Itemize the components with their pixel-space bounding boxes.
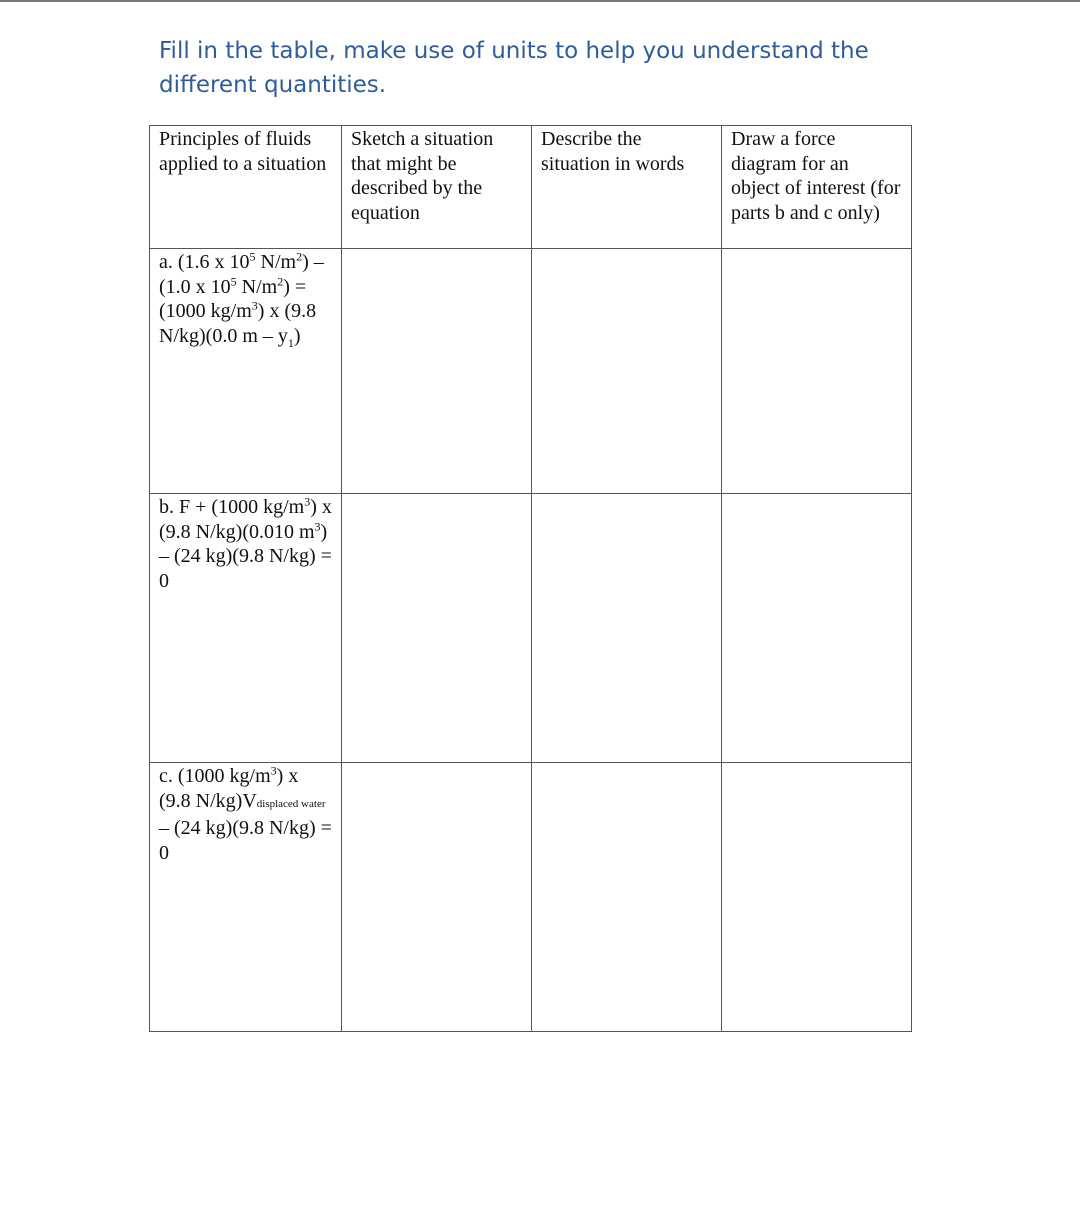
eq-a-text-7: ) [293, 324, 301, 347]
force-diagram-cell-c[interactable] [722, 763, 912, 1032]
eq-a-subscript: 1 [287, 335, 294, 350]
table-row-a [150, 249, 912, 494]
eq-b-exponent-1: 3 [304, 494, 311, 509]
eq-c-text-1: c. (1000 kg/m [159, 765, 271, 787]
table-row-c [150, 763, 912, 1032]
sketch-cell-c[interactable] [342, 763, 532, 1032]
eq-a-exponent-3: 5 [230, 273, 237, 288]
header-describe: Describe the situation in words [532, 126, 722, 249]
instruction-text: Fill in the table, make use of units to help you understand the different quantities. [159, 38, 869, 98]
describe-cell-b[interactable] [532, 494, 722, 763]
eq-a-text-6: ) x (9.8 N/kg)(0.0 m – y [159, 300, 317, 347]
eq-a-exponent-2: 2 [296, 249, 303, 264]
eq-c-subscript-displaced-water: displaced water [256, 797, 326, 810]
force-diagram-cell-b[interactable] [722, 494, 912, 763]
eq-a-text-1: a. (1.6 x 10 [159, 251, 250, 273]
sketch-cell-b[interactable] [342, 494, 532, 763]
describe-cell-c[interactable] [532, 763, 722, 1032]
header-sketch: Sketch a situation that might be described by the equation [342, 126, 532, 249]
eq-a-exponent-4: 2 [277, 273, 284, 288]
top-border-line [0, 0, 1080, 2]
eq-a-text-3: ) – (1.0 x 10 [159, 251, 324, 298]
describe-cell-a[interactable] [532, 249, 722, 494]
eq-a-text-4: N/m [236, 275, 278, 298]
fluids-worksheet-table [149, 125, 912, 1032]
header-force-diagram: Draw a force diagram for an object of interest (for parts b and c only) [722, 126, 912, 249]
table-row-b [150, 494, 912, 763]
eq-b-text-1: b. F + (1000 kg/m [159, 496, 305, 518]
equation-b [150, 494, 342, 763]
equation-c [150, 763, 342, 1032]
eq-c-exponent-1: 3 [270, 763, 277, 778]
equation-a [150, 249, 342, 494]
eq-a-text-2: N/m [255, 251, 297, 273]
eq-b-text-2: ) x (9.8 N/kg)(0.010 m [159, 496, 332, 543]
sketch-cell-a[interactable] [342, 249, 532, 494]
force-diagram-cell-a[interactable] [722, 249, 912, 494]
eq-c-text-3: – (24 kg)(9.8 N/kg) = 0 [159, 817, 332, 864]
header-principles: Principles of fluids applied to a situation [150, 126, 342, 249]
eq-a-exponent-5: 3 [251, 298, 258, 313]
eq-b-text-3: ) – (24 kg)(9.8 N/kg) = 0 [159, 520, 332, 592]
header-row [150, 126, 912, 249]
eq-b-exponent-2: 3 [314, 518, 321, 533]
eq-c-text-2: ) x (9.8 N/kg)V [159, 765, 299, 812]
eq-a-text-5: ) = (1000 kg/m [159, 275, 307, 322]
eq-a-exponent-1: 5 [249, 249, 256, 264]
